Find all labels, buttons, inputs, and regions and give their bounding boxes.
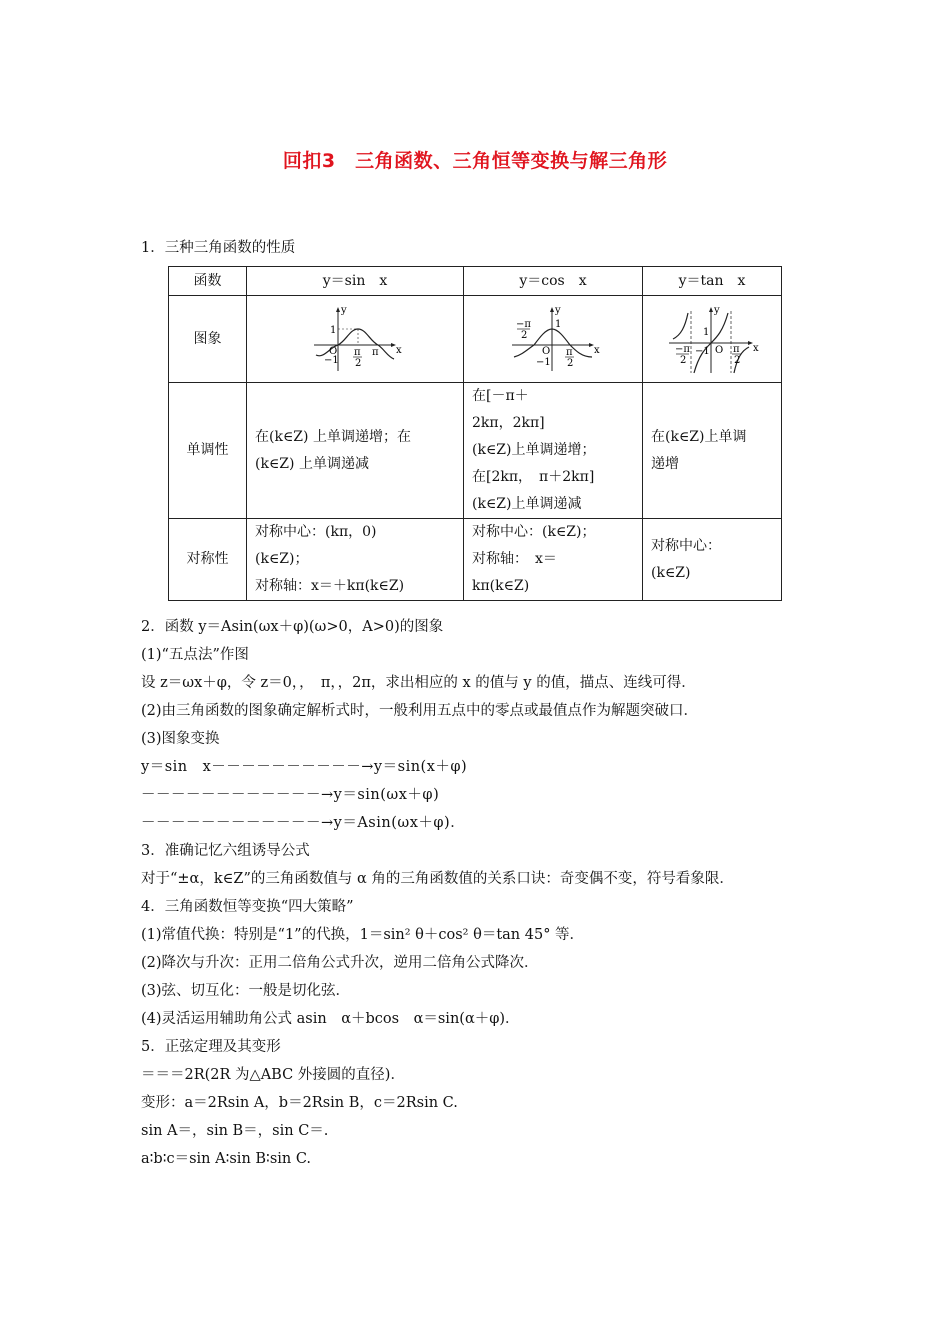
one-label: 1 [703,327,710,338]
text-line: (k∈Z) [651,564,691,581]
cos-monotonicity [464,383,643,519]
sin-graph [310,303,400,375]
y-arrow-icon [709,307,713,312]
y-label: y [555,305,561,316]
text-line: (k∈Z)上单调递减 [472,496,582,512]
transform-step-2: －－－－－－－－－－－－→y＝sin(ωx＋φ) [141,787,440,803]
paragraph: sin A＝，sin B＝，sin C＝. [141,1123,329,1139]
text-line: kπ(k∈Z) [472,578,530,594]
section-2-heading: 2．函数 y＝Asin(ωx＋φ)(ω>0，A>0)的图象 [141,619,444,635]
sin-graph-cell [247,296,464,383]
one-label: 1 [555,319,562,330]
section-5-heading: 5．正弦定理及其变形 [141,1039,281,1055]
row-label-symmetry: 对称性 [169,519,247,601]
row-label-monotonicity: 单调性 [169,383,247,519]
text-line: (k∈Z)； [255,551,309,567]
x-label: x [594,345,600,356]
table-row-graph [169,296,782,383]
paragraph: ＝＝＝2R(2R 为△ABC 外接圆的直径)． [141,1067,405,1083]
paragraph: (2)降次与升次：正用二倍角公式升次，逆用二倍角公式降次． [141,955,539,971]
paragraph: (2)由三角函数的图象确定解析式时，一般利用五点中的零点或最值点作为解题突破口． [141,703,699,719]
text-line: 对称中心： [651,537,721,554]
neg-half-pi-den: 2 [521,330,528,341]
text-line: 对称轴： x＝ [472,551,557,567]
header-cos: y＝cos x [464,267,643,296]
text-line: 对称中心：(k∈Z)； [472,524,596,540]
paragraph: (1)常值代换：特别是“1”的代换，1＝sin² θ＋cos² θ＝tan 45° 等． [141,927,585,943]
y-arrow-icon [336,307,340,312]
text-line: 2kπ，2kπ] [472,415,545,431]
origin-label: O [542,346,551,357]
header-function: 函数 [169,267,247,296]
text-line: 递增 [651,455,679,472]
minus-one-label: −1 [695,346,710,357]
table-header-row [169,267,782,296]
neg-half-pi-num: −π [675,344,690,355]
half-pi-num: π [733,344,740,355]
y-label: y [714,305,720,316]
neg-half-pi-num: −π [516,319,531,330]
minus-one-label: −1 [536,357,551,368]
section-1-heading: 1．三种三角函数的性质 [141,240,296,256]
tan-graph-cell [643,296,782,383]
tan-symmetry [643,519,782,601]
origin-label: O [329,346,338,357]
origin-label: O [715,345,724,356]
paragraph: (3)图象变换 [141,731,220,747]
text-line: (k∈Z)上单调递增； [472,442,596,458]
half-pi-den: 2 [355,358,362,369]
text-line: 在(k∈Z)上单调 [651,428,747,445]
text-line: 在[2kπ， π＋2kπ] [472,469,595,485]
paragraph: 设 z＝ωx＋φ，令 z＝0，， π，，2π，求出相应的 x 的值与 y 的值，描点、连线可得． [141,675,696,691]
x-label: x [753,343,759,354]
one-label: 1 [330,325,337,336]
transform-step-1: y＝sin x－－－－－－－－－－→y＝sin(x＋φ) [141,759,468,775]
sin-monotonicity [247,383,464,519]
tan-monotonicity [643,383,782,519]
paragraph: (1)“五点法”作图 [141,647,249,663]
half-pi-num: π [354,347,361,358]
tan-curve-prev [673,313,688,339]
paragraph: a∶b∶c＝sin A∶sin B∶sin C. [141,1151,312,1167]
paragraph: 对于“±α，k∈Z”的三角函数值与 α 角的三角函数值的关系口诀：奇变偶不变，符号看象限． [141,871,734,887]
transform-step-3: －－－－－－－－－－－－→y＝Asin(ωx＋φ)． [141,815,466,831]
table-row-monotonicity [169,383,782,519]
paragraph: (3)弦、切互化：一般是切化弦． [141,983,351,999]
cos-symmetry [464,519,643,601]
text-line: 对称轴：x＝＋kπ(k∈Z) [255,578,405,594]
x-label: x [396,345,402,356]
paragraph: 变形：a＝2Rsin A，b＝2Rsin B，c＝2Rsin C. [141,1095,458,1111]
paragraph: (4)灵活运用辅助角公式 asin α＋bcos α＝sin(α＋φ)． [141,1011,520,1027]
text-line: 对称中心：(kπ，0) [255,524,377,540]
table-row-symmetry [169,519,782,601]
cos-graph-cell [464,296,643,383]
header-tan: y＝tan x [643,267,782,296]
pi-label: π [372,347,379,358]
row-label-graph: 图象 [169,296,247,383]
header-sin: y＝sin x [247,267,464,296]
text-line: (k∈Z) 上单调递减 [255,455,369,472]
section-3-heading: 3．准确记忆六组诱导公式 [141,843,310,859]
y-label: y [341,305,347,316]
document-body [141,234,821,1173]
cos-graph [508,303,598,375]
sin-symmetry [247,519,464,601]
minus-one-label: −1 [324,355,339,366]
y-arrow-icon [550,307,554,312]
trig-properties-table [168,266,782,601]
tan-graph [667,303,757,375]
section-4-heading: 4．三角函数恒等变换“四大策略” [141,899,354,915]
neg-half-pi-den: 2 [680,355,687,366]
text-line: 在(k∈Z) 上单调递增；在 [255,428,411,445]
page-title: 回扣3 三角函数、三角恒等变换与解三角形 [282,150,668,172]
text-line: 在[－π＋ [472,388,529,404]
half-pi-den: 2 [734,355,741,366]
half-pi-num: π [566,347,573,358]
half-pi-den: 2 [567,358,574,369]
